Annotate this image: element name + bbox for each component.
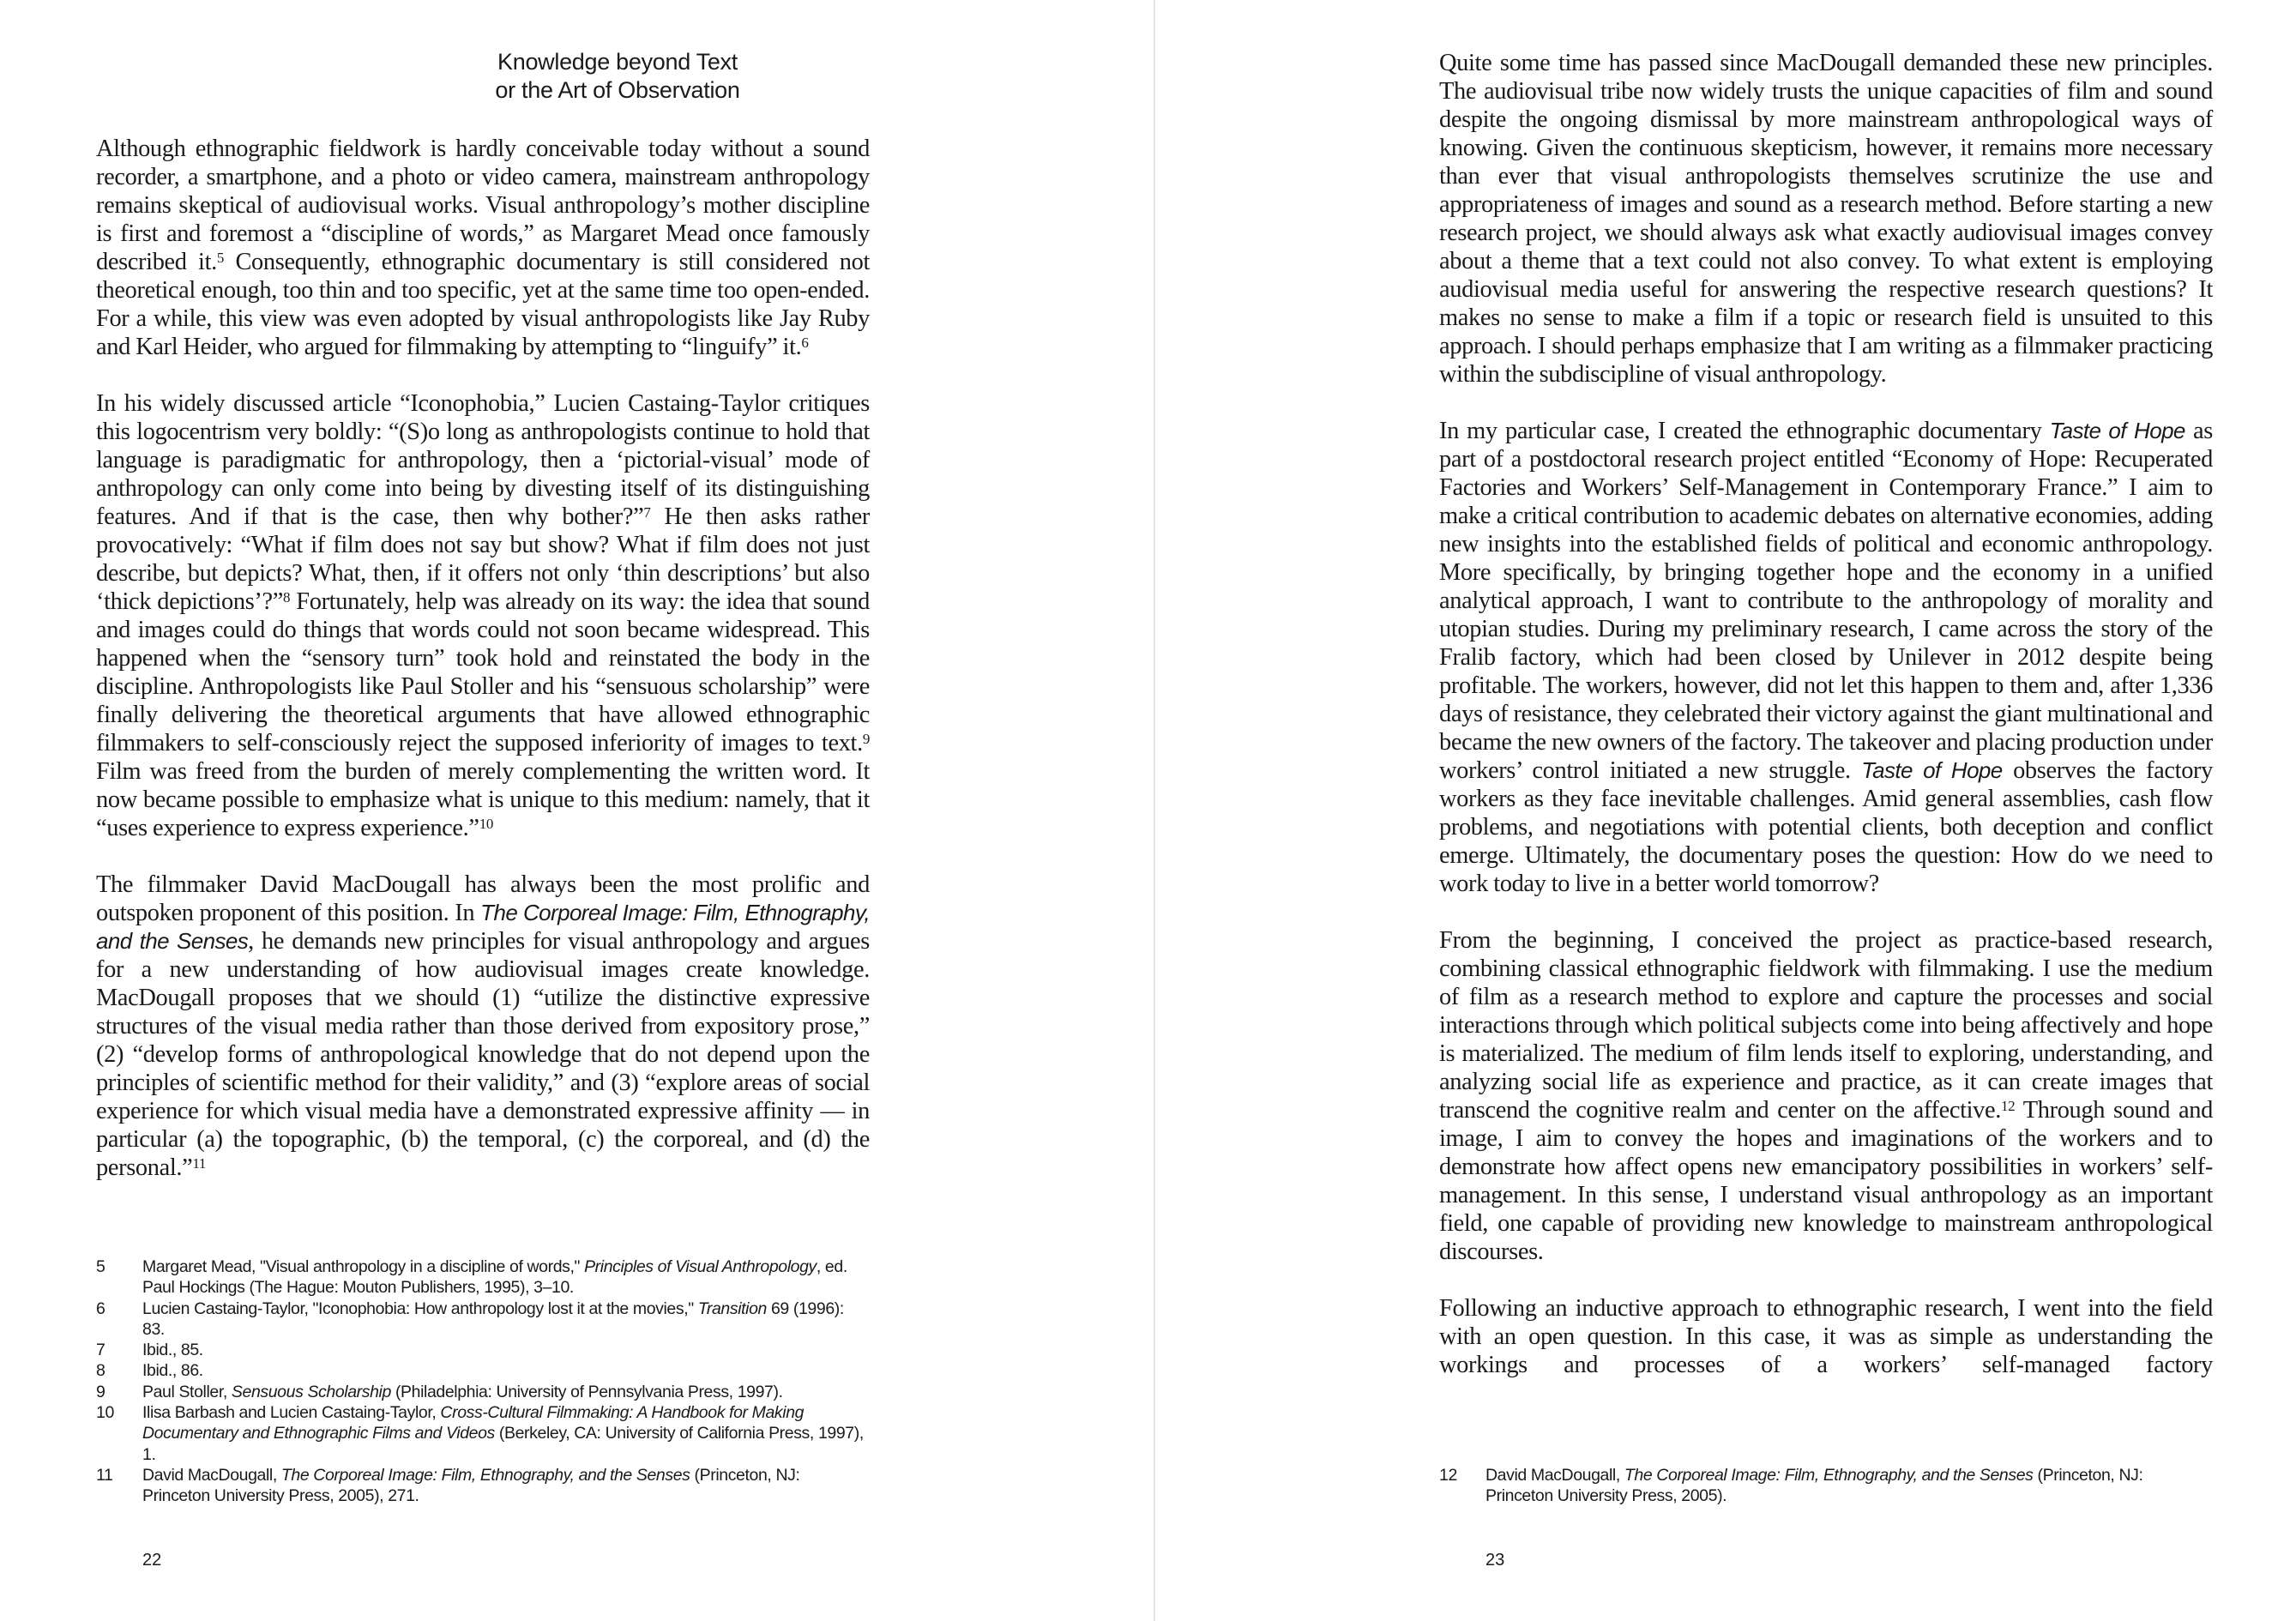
- running-head-line: or the Art of Observation: [495, 77, 740, 103]
- footnote-number: 6: [96, 1299, 105, 1318]
- footnote-text: [142, 1382, 868, 1402]
- text-run: , he demands new principles for visual anthropology and argues for a new understanding of how audiovisual images create knowledge. MacDougall proposes that we should (1) “utilize the distinctive expressive structures of the visual media rather than those derived from expository prose,” (2) “develop forms of anthropological knowledge that do not depend upon the principles of scientific method for their validity,” and (3) “explore areas of social experience for which visual media have a demonstrated expressive affinity — in particular (a) the topographic, (b) the temporal, (c) the corporeal, and (d) the personal.”: [96, 928, 870, 1181]
- text-run: (Philadelphia: University of Pennsylvania Press, 1997).: [390, 1382, 783, 1401]
- footnote-number: 8: [96, 1361, 105, 1381]
- italic-title: Cross-Cultural Filmmaking: A Handbook for Making Documentary and Ethnographic Films and Videos: [142, 1403, 805, 1443]
- footnote-text: [142, 1402, 868, 1465]
- footnote-text: [142, 1299, 868, 1341]
- footnote-number: 11: [96, 1465, 113, 1485]
- footnote-text: [1485, 1465, 2211, 1507]
- right-page: [1148, 0, 2296, 1621]
- paragraph: [1439, 1294, 2213, 1379]
- footnote-reference: 11: [192, 1154, 207, 1172]
- text-run: Margaret Mead, "Visual anthropology in a discipline of words,": [142, 1257, 585, 1276]
- italic-title: Taste of Hope: [1861, 757, 2003, 783]
- footnote: [96, 1382, 868, 1402]
- text-run: Film was freed from the burden of merely complementing the written word. It now became possible to emphasize what is unique to this medium: namely, that it “uses experience to express experience.”: [96, 758, 870, 841]
- footnote-number: 9: [96, 1382, 105, 1401]
- text-run: Consequently, ethnographic documentary is still considered not theoretical enough, too thin and too specific, yet at the same time too open-ended. For a while, this view was even adopted by visual anthropologists like Jay Ruby and Karl Heider, who argued for filmmaking by attempting to “linguify” it.: [96, 249, 870, 360]
- italic-title: The Corporeal Image: Film, Ethnography, and the Senses: [280, 1465, 690, 1485]
- paragraph: [96, 871, 870, 1182]
- footnote-reference: 10: [479, 815, 493, 832]
- text-run: , ed. Paul Hockings (The Hague: Mouton Publishers, 1995), 3–10.: [142, 1257, 847, 1298]
- text-run: as part of a postdoctoral research project entitled “Economy of Hope: Recuperated Factories and Workers’ Self-Management in Contemporary France.” I aim to make a critical contribution to academic debates on alternative economies, adding new insights into the established fields of political and economic anthropology. More specifically, by bringing together hope and the economy in a unified analytical approach, I want to contribute to the anthropology of morality and utopian studies. During my preliminary research, I came across the story of the Fralib factory, which had been closed by Unilever in 2012 despite being profitable. The workers, however, did not let this happen to them and, after 1,336 days of resistance, they celebrated their victory against the giant multinational and became the new owners of the factory. The takeover and placing production under workers’ control initiated a new struggle.: [1439, 418, 2213, 784]
- text-run: Following an inductive approach to ethnographic research, I went into the field with an open question. In this case, it was as simple as understanding the workings and processes of a workers’ self-managed factory: [1439, 1295, 2213, 1378]
- text-run: (Princeton, NJ: Princeton University Press, 2005), 271.: [142, 1465, 800, 1506]
- text-run: Ibid., 86.: [142, 1361, 203, 1381]
- running-head-line: Knowledge beyond Text: [497, 49, 738, 75]
- footnote: [96, 1402, 868, 1465]
- text-run: Lucien Castaing-Taylor, "Iconophobia: How anthropology lost it at the movies,": [142, 1299, 698, 1318]
- paragraph: [1439, 49, 2213, 389]
- text-run: Quite some time has passed since MacDougall demanded these new principles. The audiovisual tribe now widely trusts the unique capacities of film and sound despite the ongoing dismissal by more mainstream anthropological ways of knowing. Given the continuous skepticism, however, it remains more necessary than ever that visual anthropologists themselves scrutinize the use and appropriateness of images and sound as a research method. Before starting a new research project, we should always ask what exactly audiovisual images convey about a theme that a text could not also convey. To what extent is employing audiovisual media useful for answering the respective research questions? It makes no sense to make a film if a topic or research field is unsuited to this approach. I should perhaps emphasize that I am writing as a filmmaker practicing within the subdiscipline of visual anthropology.: [1439, 50, 2213, 388]
- footnotes: [96, 1256, 868, 1507]
- page-number: 22: [142, 1551, 162, 1570]
- paragraph: [96, 135, 870, 361]
- footnotes: [1439, 1465, 2211, 1507]
- footnote-number: 10: [96, 1403, 114, 1423]
- italic-title: The Corporeal Image: Film, Ethnography, and the Senses: [1624, 1466, 2034, 1485]
- footnote-number: 5: [96, 1257, 105, 1276]
- footnote-text: [142, 1465, 868, 1507]
- text-run: 69 (1996): 83.: [142, 1299, 844, 1339]
- footnote: [96, 1465, 868, 1507]
- footnote-number: 7: [96, 1341, 105, 1360]
- footnote-reference: 8: [283, 588, 291, 606]
- text-run: observes the factory workers as they face inevitable challenges. Amid general assemblies, cash flow problems, and negotiations with potential clients, both deception and conflict emerge. Ultimately, the documentary poses the question: How do we need to work today to live in a better world tomorrow?: [1439, 757, 2213, 897]
- footnote-text: [142, 1360, 868, 1381]
- footnote-reference: 5: [216, 249, 225, 266]
- footnote-reference: 6: [801, 334, 809, 351]
- page-number: 23: [1485, 1551, 1505, 1570]
- text-run: David MacDougall,: [142, 1465, 281, 1485]
- footnote: [96, 1256, 868, 1299]
- italic-title: Sensuous Scholarship: [231, 1382, 391, 1401]
- italic-title: Transition: [697, 1299, 767, 1318]
- text-run: From the beginning, I conceived the project as practice-based research, combining classical ethnographic fieldwork with filmmaking. I use the medium of film as a research method to explore and capture the processes and social interactions through which political subjects come into being affectively and hope is materialized. The medium of film lends itself to exploring, understanding, and analyzing social life as experience and practice, as it can create images that transcend the cognitive realm and center on the affective.: [1439, 927, 2213, 1124]
- running-head: [480, 48, 755, 105]
- text-run: Through sound and image, I aim to convey the hopes and imaginations of the workers and to demonstrate how affect opens new emancipatory possibilities in workers’ self-management. In this sense, I understand visual anthropology as an important field, one capable of providing new knowledge to mainstream anthropological discourses.: [1439, 1097, 2213, 1265]
- text-run: (Berkeley, CA: University of California Press, 1997), 1.: [142, 1424, 864, 1464]
- text-run: He then asks rather provocatively: “What if film does not say but show? What if film does not just describe, but depicts? What, then, if it offers not only ‘thin descriptions’ but also ‘thick depictions’?”: [96, 503, 871, 615]
- text-run: David MacDougall,: [1485, 1466, 1624, 1485]
- text-run: The filmmaker David MacDougall has always been the most prolific and outspoken proponent of this position. In: [96, 871, 870, 926]
- footnote-text: [142, 1340, 868, 1360]
- text-run: Ibid., 85.: [142, 1341, 203, 1360]
- text-run: In his widely discussed article “Iconophobia,” Lucien Castaing-Taylor critiques this logocentrism very boldly: “(S)o long as anthropologists continue to hold that language is paradigmatic for anthropology, then a ‘pictorial-visual’ mode of anthropology can only come into being by divesting itself of its distinguishing features. And if that is the case, then why bother?”: [96, 390, 870, 530]
- text-run: Ilisa Barbash and Lucien Castaing-Taylor,: [142, 1403, 441, 1423]
- footnote: [96, 1360, 868, 1381]
- text-run: Fortunately, help was already on its way: the idea that sound and images could do things that words could not soon became widespread. This happened when the “sensory turn” took hold and reinstated the body in the discipline. Anthropologists like Paul Stoller and his “sensuous scholarship” were finally delivering the theoretical arguments that have allowed ethnographic filmmakers to self-consciously reject the supposed inferiority of images to text.: [96, 588, 870, 756]
- text-run: (Princeton, NJ: Princeton University Press, 2005).: [1485, 1466, 2143, 1506]
- paragraph: [1439, 926, 2213, 1266]
- footnote: [96, 1299, 868, 1341]
- italic-title: The Corporeal Image: Film, Ethnography, and the Senses: [96, 900, 870, 954]
- footnote: [1439, 1465, 2211, 1507]
- body-text: [96, 135, 870, 1210]
- footnote: [96, 1340, 868, 1360]
- footnote-reference: 12: [2001, 1097, 2016, 1114]
- paragraph: [96, 389, 870, 842]
- italic-title: Principles of Visual Anthropology: [584, 1257, 817, 1276]
- paragraph: [1439, 417, 2213, 898]
- text-run: In my particular case, I created the ethnographic documentary: [1439, 418, 2050, 444]
- footnote-text: [142, 1256, 868, 1299]
- footnote-number: 12: [1439, 1466, 1457, 1485]
- italic-title: Taste of Hope: [2049, 418, 2185, 443]
- footnote-reference: 9: [862, 730, 870, 747]
- text-run: Although ethnographic fieldwork is hardly conceivable today without a sound recorder, a smartphone, and a photo or video camera, mainstream anthropology remains skeptical of audiovisual works. Visual anthropology’s mother discipline is first and foremost a “discipline of words,” as Margaret Mead once famously described it.: [96, 136, 870, 275]
- footnote-reference: 7: [643, 503, 651, 521]
- text-run: Paul Stoller,: [142, 1382, 232, 1401]
- body-text: [1439, 49, 2213, 1407]
